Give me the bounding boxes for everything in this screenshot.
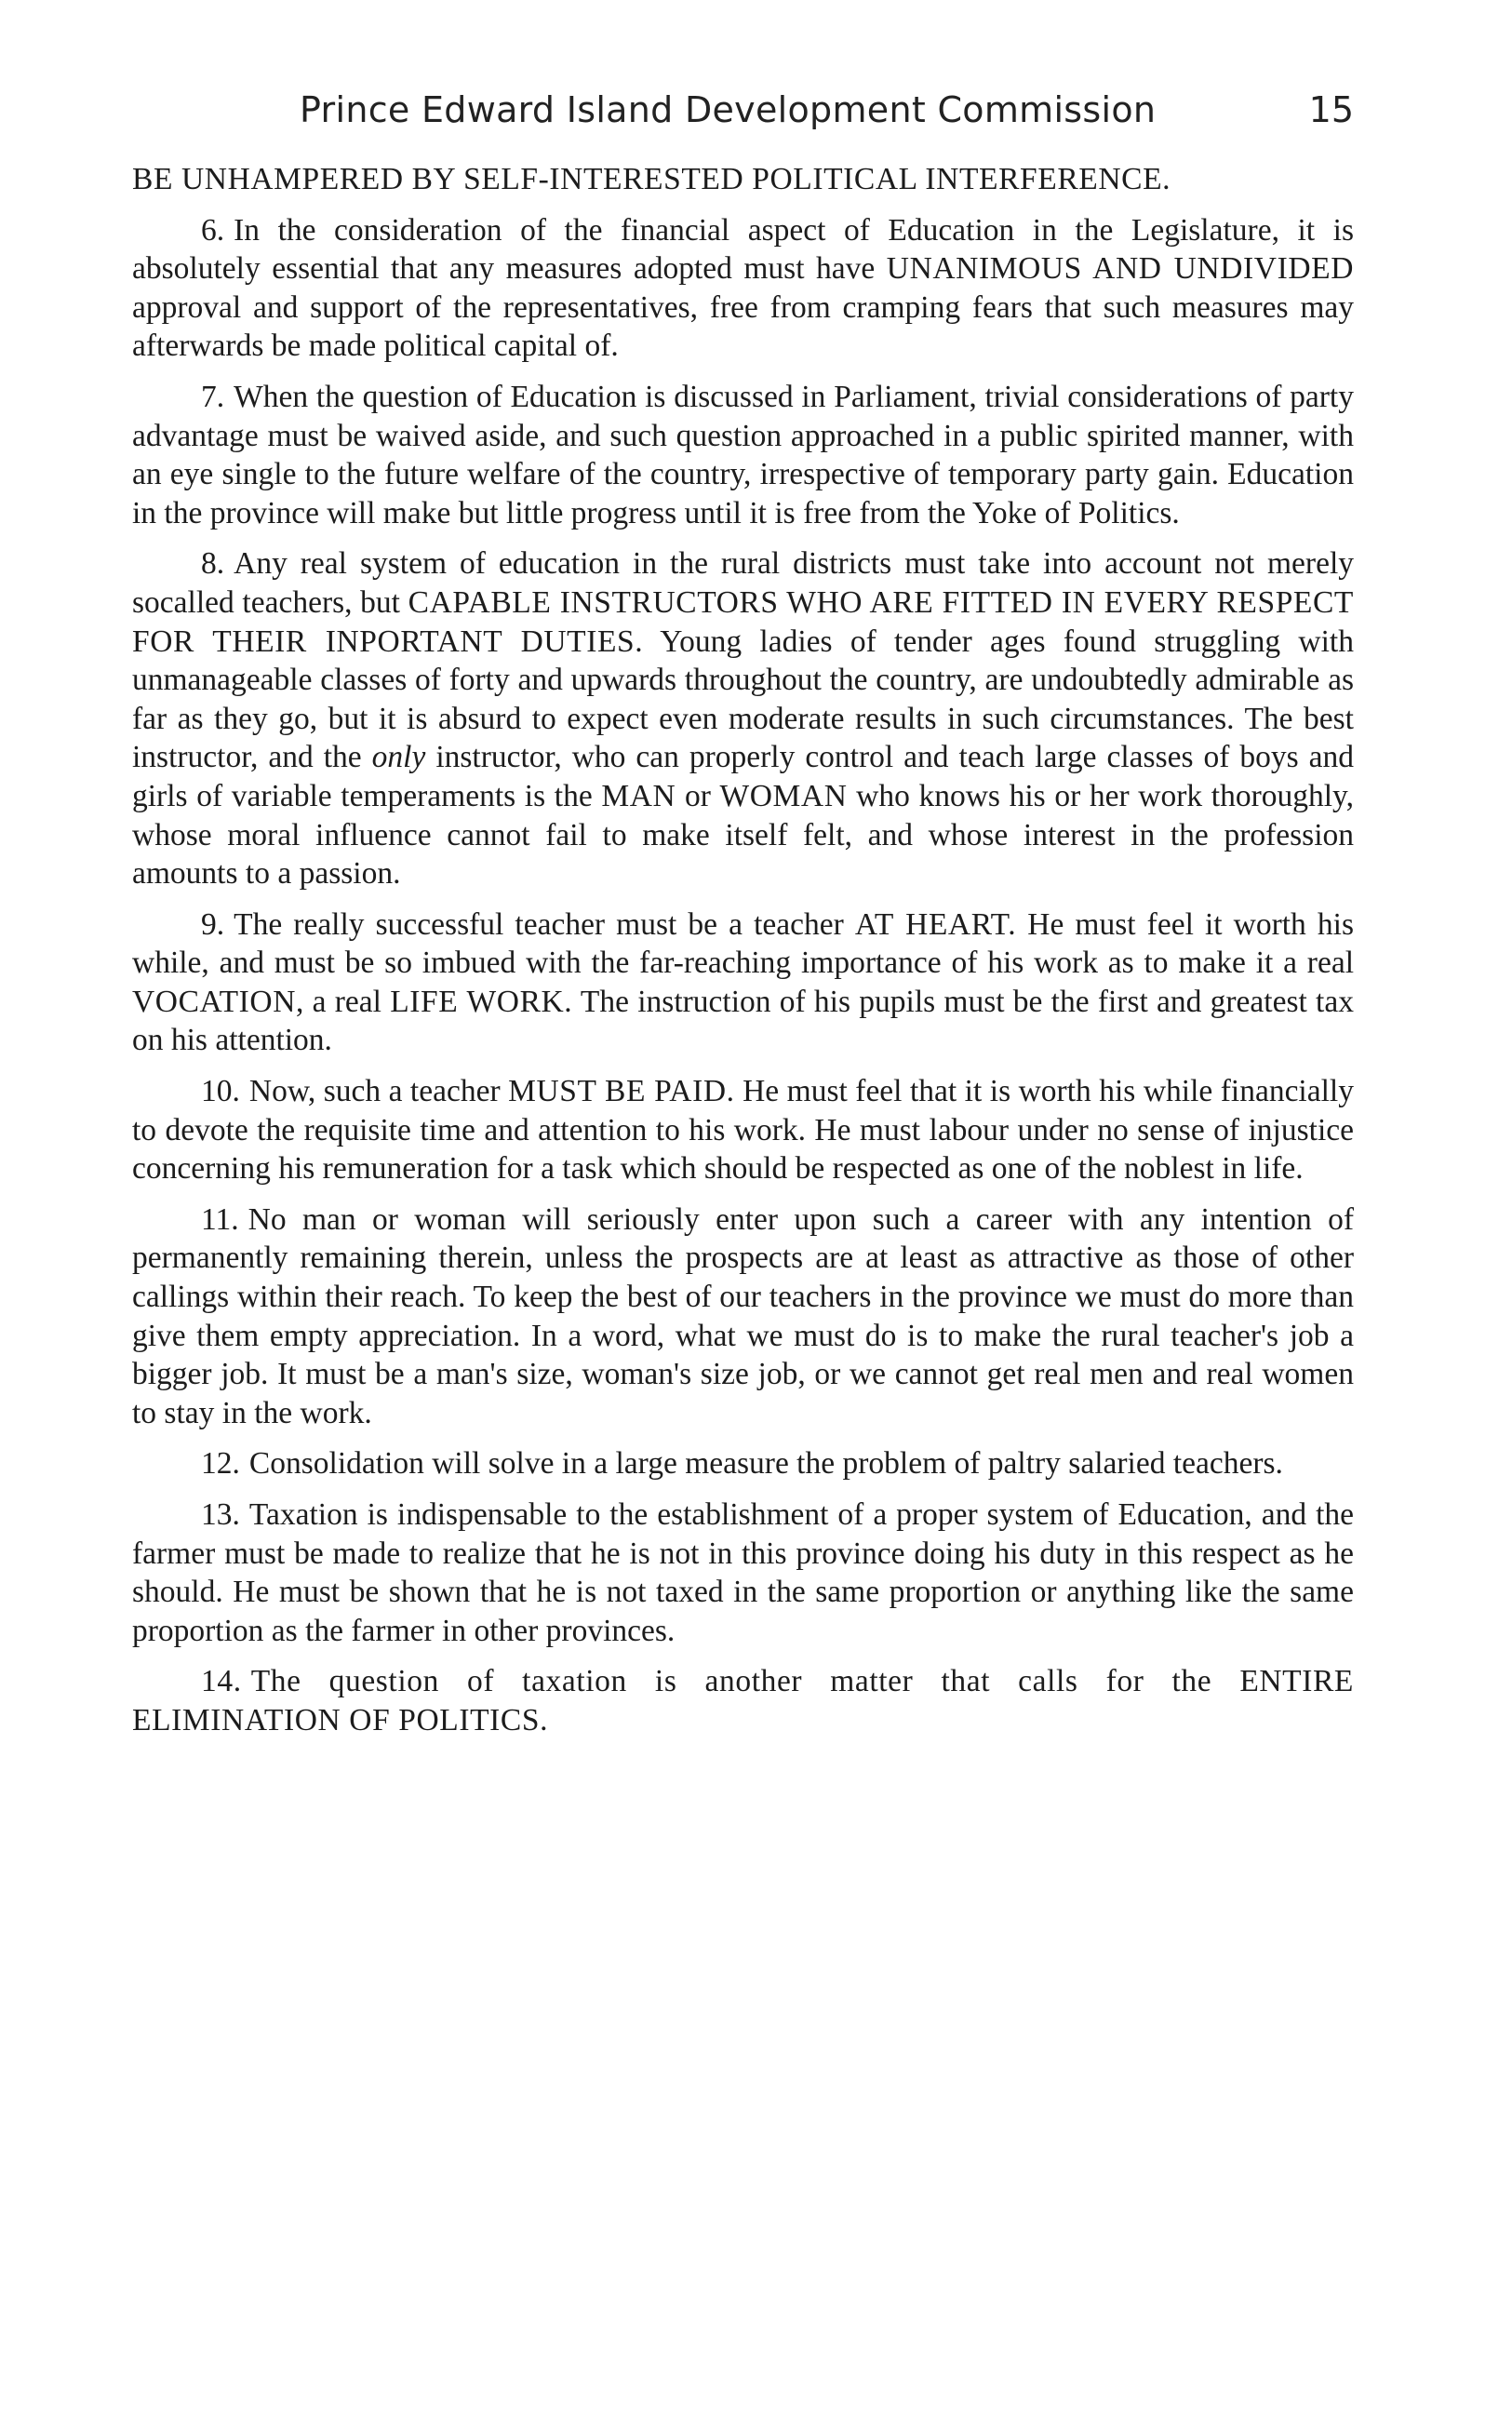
body-text [132, 160, 1354, 1740]
page-number: 15 [1308, 89, 1354, 130]
paragraph-text: Taxation is indispensable to the establishment of a proper system of Education, and the farmer must be made to realize that he is not in this province doing his duty in this respect as he should. He must be shown that he is not taxed in the same proportion or anything like the same proportion as the farmer in other provinces. [132, 1497, 1354, 1648]
paragraph-7 [132, 378, 1354, 532]
italic-text: only [371, 740, 426, 775]
paragraph-8 [132, 544, 1354, 892]
paragraph-10 [132, 1072, 1354, 1188]
caps-text: UNANIMOUS AND UNDIVIDED [886, 251, 1354, 287]
paragraph-number: 9. [201, 906, 225, 942]
caps-text: CAPABLE INSTRUCTORS WHO ARE FITTED IN EVERY RESPECT FOR THEIR INPORTANT DUTIES. [132, 584, 1354, 659]
document-page [132, 82, 1354, 1752]
paragraph-13 [132, 1496, 1354, 1650]
paragraph-9 [132, 905, 1354, 1060]
caps-text: WOMAN [719, 778, 848, 813]
paragraph-number: 6. [201, 212, 225, 248]
paragraph-text: instructor, who can properly control and teach large classes of boys and girls of variable temperaments is the [132, 740, 1355, 813]
paragraph-text: The question of taxation is another matter that calls for the [250, 1664, 1240, 1699]
paragraph-text: Consolidation will solve in a large measure the problem of paltry salaried teachers. [248, 1446, 1283, 1482]
caps-text: MAN [601, 778, 676, 813]
caps-text: VOCATION [132, 984, 297, 1019]
header-title: Prince Edward Island Development Commission [300, 89, 1157, 130]
paragraph-number: 10. [201, 1074, 240, 1109]
paragraph-text: Now, such a teacher [248, 1074, 509, 1109]
paragraph-text: He must feel it worth his while, and must be so imbued with the far-reaching importance of his work as to make it a real [132, 906, 1354, 981]
paragraph-14 [132, 1662, 1354, 1739]
paragraph-continuation [132, 160, 1354, 199]
paragraph-text: The instruction of his pupils must be the first and greatest tax on his attention. [132, 984, 1354, 1058]
paragraph-number: 13. [201, 1497, 240, 1532]
paragraph-number: 11. [201, 1201, 239, 1237]
paragraph-number: 7. [201, 379, 225, 414]
caps-text: LIFE WORK. [390, 984, 573, 1019]
paragraph-6 [132, 211, 1354, 366]
paragraph-text: No man or woman will seriously enter upon such a career with any intention of permanently remaining therein, unless the prospects are at least as attractive as those of other callings within their reach. To keep the best of our teachers in the province we must do more than give them empty appreciation. In a word, what we must do is to make the rural teacher's job a bigger job. It must be a man's size, woman's size job, or we cannot get real men and real women to stay in the work. [132, 1201, 1354, 1430]
running-header [132, 82, 1354, 140]
paragraph-number: 14. [201, 1664, 242, 1699]
paragraph-text: Any real system of education in the rural districts must take into account not merely socalled teachers, but [132, 546, 1354, 620]
paragraph-number: 8. [201, 546, 225, 582]
paragraph-12 [132, 1444, 1354, 1483]
paragraph-text: or [676, 778, 720, 813]
paragraph-text: When the question of Education is discussed in Parliament, trivial considerations of party advantage must be waived aside, and such question approached in a public spirited manner, with an eye single to the future welfare of the country, irrespective of temporary party gain. Education in the province will make but little progress until it is free from the Yoke of Politics. [132, 379, 1354, 530]
paragraph-11 [132, 1201, 1354, 1433]
paragraph-text: In the consideration of the financial aspect of Education in the Legislature, it is absolutely essential that any measures adopted must have [132, 212, 1354, 287]
paragraph-text: approval and support of the representatives, free from cramping fears that such measures may afterwards be made political capital of. [132, 289, 1354, 364]
paragraph-text: , a real [296, 984, 391, 1019]
paragraph-text: He must feel that it is worth his while financially to devote the requisite time and attention to his work. He must labour under no sense of injustice concerning his remuneration for a task which should be respected as one of the noblest in life. [132, 1074, 1354, 1187]
caps-text: BE UNHAMPERED BY SELF-INTERESTED POLITICAL INTERFERENCE. [132, 162, 1171, 196]
caps-text: MUST BE PAID. [508, 1074, 735, 1109]
paragraph-text: The really successful teacher must be a teacher [234, 906, 855, 942]
caps-text: AT HEART. [854, 906, 1017, 942]
paragraph-number: 12. [201, 1446, 240, 1482]
caps-text: ENTIRE ELIMINATION OF POLITICS. [132, 1664, 1354, 1737]
paragraph-text: Young ladies of tender ages found struggling with unmanageable classes of forty and upwards throughout the country, are undoubtedly admirable as far as they go, but it is absurd to expect even moderate results in such circumstances. The best instructor, and the [132, 624, 1354, 775]
paragraph-text: who knows his or her work thoroughly, whose moral influence cannot fail to make itself felt, and whose interest in the profession amounts to a passion. [132, 778, 1355, 892]
